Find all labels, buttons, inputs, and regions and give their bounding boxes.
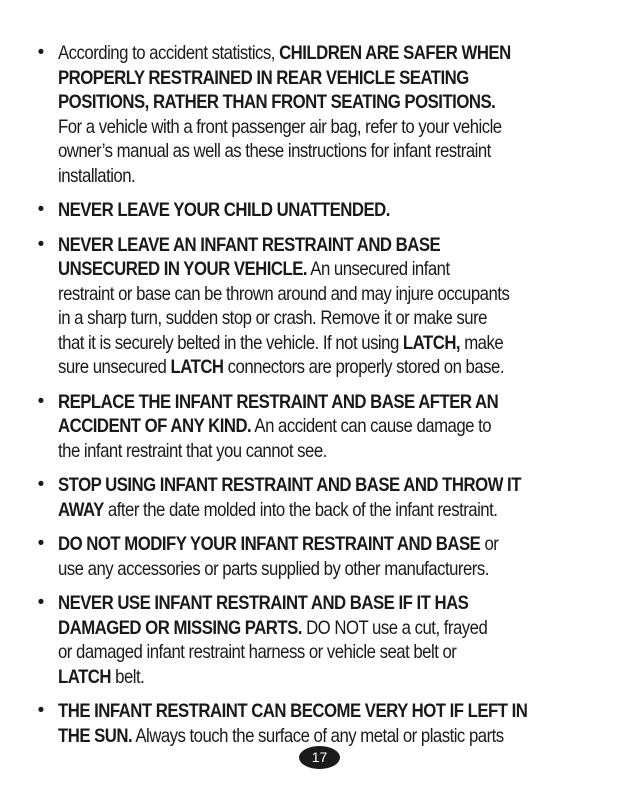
bold-text: DAMAGED OR MISSING PARTS.: [58, 616, 302, 639]
body-text: or: [480, 533, 499, 555]
bullet-icon: •: [37, 390, 45, 412]
warning-item: [34, 473, 604, 522]
body-text: that it is securely belted in the vehicle. If not using: [58, 331, 403, 354]
text-line: [58, 616, 528, 641]
warning-item: [34, 233, 604, 380]
body-text: restraint or base can be thrown around and may injure occupants: [58, 282, 510, 305]
warning-item: [34, 591, 604, 689]
bold-text: AWAY: [58, 498, 104, 521]
warning-item: [34, 390, 604, 464]
body-text: or damaged infant restraint harness or vehicle seat belt or: [58, 641, 457, 663]
bullet-icon: •: [37, 533, 45, 554]
body-text: Always touch the surface of any metal or plastic parts: [132, 724, 504, 747]
bold-text: THE SUN.: [58, 724, 133, 747]
bold-text: NEVER LEAVE AN INFANT RESTRAINT AND BASE: [58, 233, 441, 256]
warning-item: [34, 699, 604, 748]
text-line: [58, 306, 528, 331]
body-text: According to accident statistics,: [58, 42, 280, 64]
body-text: sure unsecured: [58, 356, 171, 378]
text-line: [58, 498, 528, 523]
text-line: [58, 282, 528, 307]
text-line: [58, 591, 528, 616]
bold-text: POSITIONS, RATHER THAN FRONT SEATING POSITIONS.: [58, 91, 496, 113]
page-number-badge: 17: [299, 746, 340, 769]
bullet-icon: •: [37, 233, 45, 255]
body-text: installation.: [58, 164, 136, 187]
body-text: after the date molded into the back of the infant restraint.: [103, 498, 498, 521]
body-text: An unsecured infant: [307, 258, 450, 280]
text-line: [58, 640, 528, 665]
text-line: [58, 66, 528, 91]
bullet-icon: •: [37, 42, 45, 63]
body-text: DO NOT use a cut, frayed: [301, 616, 488, 639]
text-line: [58, 473, 528, 498]
text-line: [58, 724, 528, 749]
bold-text: UNSECURED IN YOUR VEHICLE.: [58, 258, 308, 280]
bold-text: LATCH: [170, 356, 224, 378]
bold-text: CHILDREN ARE SAFER WHEN: [279, 42, 511, 64]
bullet-icon: •: [37, 199, 45, 220]
body-text: in a sharp turn, sudden stop or crash. Remove it or make sure: [58, 307, 487, 329]
bullet-icon: •: [37, 700, 45, 721]
body-text: owner’s manual as well as these instructions for infant restraint: [58, 140, 491, 162]
text-line: [58, 557, 528, 582]
bullet-icon: •: [37, 474, 45, 495]
body-text: make: [460, 331, 504, 354]
warning-item: [34, 532, 604, 581]
bold-text: ACCIDENT OF ANY KIND.: [58, 415, 252, 437]
bold-text: LATCH,: [402, 331, 461, 354]
bullet-icon: •: [37, 592, 45, 613]
safety-warnings-list: [34, 41, 604, 758]
text-line: [58, 90, 528, 115]
text-line: [58, 233, 528, 258]
bold-text: LATCH: [58, 665, 111, 688]
text-line: [58, 257, 528, 282]
bold-text: NEVER USE INFANT RESTRAINT AND BASE IF IT HAS: [58, 592, 469, 614]
bold-text: REPLACE THE INFANT RESTRAINT AND BASE AFTER AN: [58, 390, 499, 413]
body-text: connectors are properly stored on base.: [223, 356, 504, 378]
text-line: [58, 41, 528, 66]
body-text: For a vehicle with a front passenger air bag, refer to your vehicle: [58, 115, 502, 138]
text-line: [58, 164, 528, 189]
text-line: [58, 139, 528, 164]
body-text: An accident can cause damage to: [251, 415, 492, 437]
text-line: [58, 355, 528, 380]
text-line: [58, 439, 528, 464]
text-line: [58, 115, 528, 140]
text-line: [58, 699, 528, 724]
text-line: [58, 414, 528, 439]
warning-item: [34, 41, 604, 188]
bold-text: STOP USING INFANT RESTRAINT AND BASE AND THROW IT: [58, 474, 521, 496]
text-line: [58, 198, 528, 223]
bold-text: DO NOT MODIFY YOUR INFANT RESTRAINT AND BASE: [58, 533, 481, 555]
text-line: [58, 532, 528, 557]
text-line: [58, 331, 528, 356]
text-line: [58, 390, 528, 415]
warning-item: [34, 198, 604, 223]
body-text: use any accessories or parts supplied by other manufacturers.: [58, 557, 489, 580]
bold-text: PROPERLY RESTRAINED IN REAR VEHICLE SEATING: [58, 66, 469, 89]
body-text: the infant restraint that you cannot see.: [58, 439, 327, 462]
body-text: belt.: [110, 665, 145, 688]
bold-text: NEVER LEAVE YOUR CHILD UNATTENDED.: [58, 199, 390, 221]
bold-text: THE INFANT RESTRAINT CAN BECOME VERY HOT IF LEFT IN: [58, 700, 528, 722]
text-line: [58, 665, 528, 690]
